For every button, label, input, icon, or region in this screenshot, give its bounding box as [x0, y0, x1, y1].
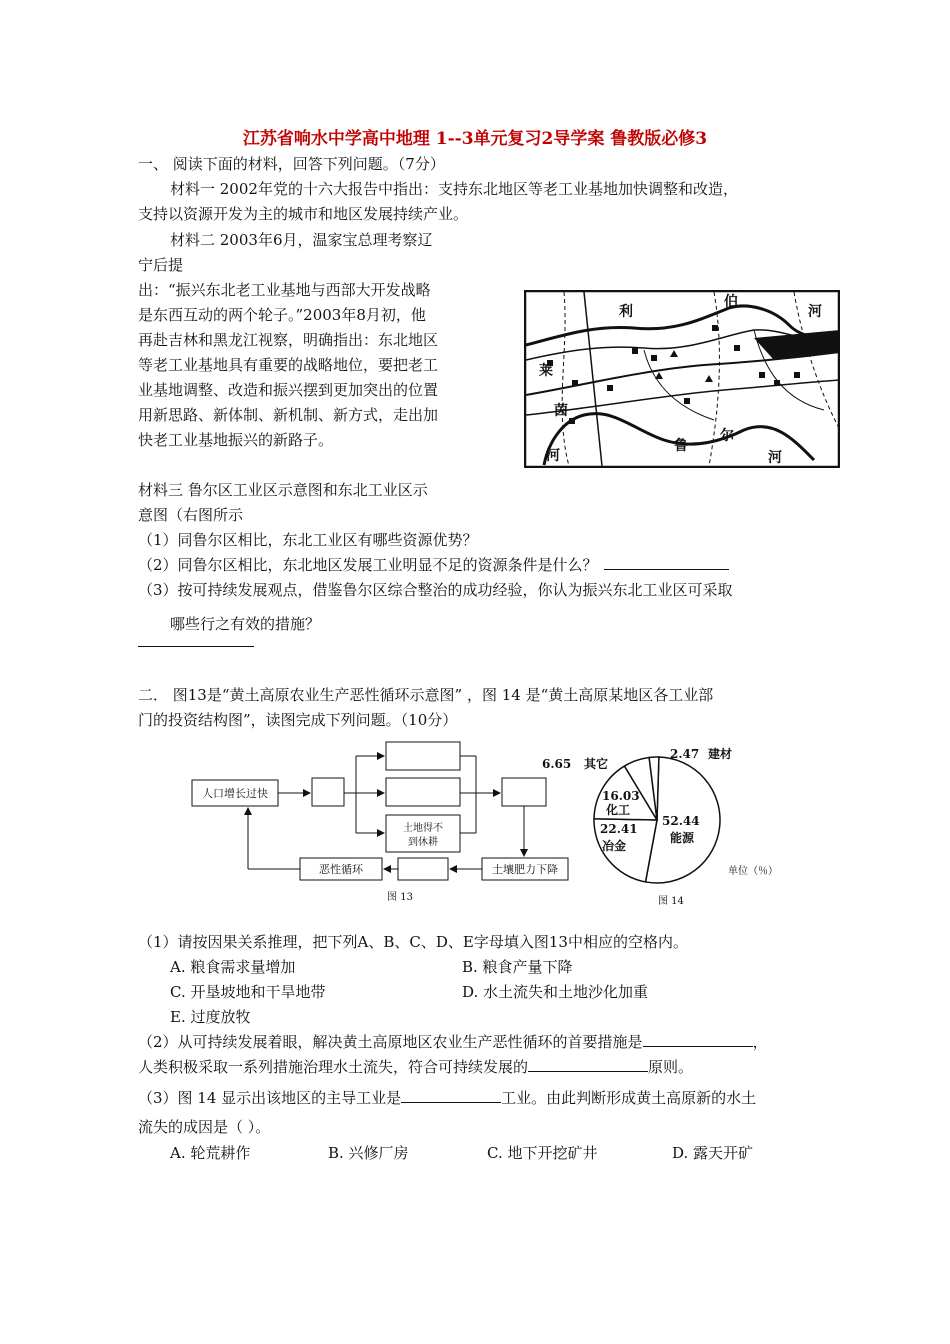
flow-start-label: 人口增长过快: [202, 787, 268, 800]
map-label-he-left: 河: [546, 448, 560, 464]
material2-line6: 等老工业基地具有重要的战略地位，要把老工: [138, 356, 439, 374]
choice-b: B. 兴修厂房: [328, 1144, 409, 1162]
q2-principle-blank[interactable]: [528, 1057, 648, 1072]
pie-label-energy: 能源: [670, 831, 695, 845]
q1-sub2-text: （2）同鲁尔区相比，东北地区发展工业明显不足的资源条件是什么？: [138, 556, 598, 574]
map-label-bo: 伯: [724, 294, 738, 310]
q1-sub2-blank[interactable]: [604, 555, 729, 570]
blank-box-1[interactable]: [312, 778, 344, 806]
ruhr-map: [524, 290, 840, 468]
q1-sub1: （1）同鲁尔区相比，东北工业区有哪些资源优势？: [138, 531, 478, 549]
material3-line1: 材料三 鲁尔区工业区示意图和东北工业区示: [138, 481, 428, 499]
choice-a: A. 轮荒耕作: [170, 1144, 251, 1162]
blank-box-2[interactable]: [386, 742, 460, 770]
map-label-lu: 鲁: [674, 438, 688, 454]
option-b: B. 粮食产量下降: [462, 958, 573, 976]
map-label-er: 尔: [720, 428, 734, 444]
flow-land-label-a: 土地得不: [403, 823, 443, 834]
figure-14-caption: 图 14: [658, 896, 684, 907]
option-e: E. 过度放牧: [170, 1008, 251, 1026]
choice-d: D. 露天开矿: [672, 1144, 754, 1162]
q2-sub3-line1: [138, 1087, 756, 1108]
pie-label-metallurgy: 冶金: [602, 839, 627, 853]
page-title: 江苏省响水中学高中地理 1--3单元复习2导学案 鲁教版必修3: [242, 129, 708, 149]
pie-label-other: 其它: [584, 757, 609, 771]
q1-answer-blank[interactable]: [138, 630, 254, 647]
pie-value-chemical: 16.03: [602, 789, 640, 803]
q1-heading: 一、 阅读下面的材料，回答下列问题。（7分）: [138, 155, 445, 173]
pie-label-chemical: 化工: [606, 803, 631, 817]
pie-label-building: 建材: [708, 747, 733, 761]
map-label-lai: 莱: [539, 363, 553, 379]
map-label-he-right: 河: [768, 450, 782, 466]
q2-sub2-line1: （2）从可持续发展着眼，解决黄土高原地区农业生产恶性循环的首要措施是 ，: [138, 1033, 768, 1051]
q2-heading-line1: 二． 图13是“黄土高原农业生产恶性循环示意图” ，图 14 是“黄土高原某地区各工业部: [138, 686, 714, 704]
flow-fertility-label: 土壤肥力下降: [492, 863, 558, 876]
material2-line4: 是东西互动的两个轮子。”2003年8月初，他: [138, 306, 426, 324]
option-a: A. 粮食需求量增加: [170, 958, 296, 976]
material2-line9: 快老工业基地振兴的新路子。: [138, 431, 334, 449]
q2-sub1: （1）请按因果关系推理，把下列A、B、C、D、E字母填入图13中相应的空格内。: [138, 933, 688, 951]
material2-line1: 材料二 2003年6月，温家宝总理考察辽: [170, 231, 433, 249]
pie-value-metallurgy: 22.41: [600, 822, 638, 836]
material2-line3: 出：“振兴东北老工业基地与西部大开发战略: [138, 281, 431, 299]
figure-14-pie-chart: [520, 738, 810, 910]
material2-line2: 宁后提: [138, 256, 184, 274]
q2-sub2-blank[interactable]: [643, 1032, 753, 1047]
map-label-he-top: 河: [808, 304, 822, 320]
option-d: D. 水土流失和土地沙化加重: [462, 983, 649, 1001]
q2-heading-line2: 门的投资结构图”，读图完成下列问题。（10分）: [138, 711, 458, 729]
choice-c: C. 地下开挖矿井: [487, 1144, 598, 1162]
material2-line8: 用新思路、新体制、新机制、新方式，走出加: [138, 406, 439, 424]
material1-line2: 支持以资源开发为主的城市和地区发展持续产业。: [138, 205, 469, 223]
figure-13-caption: 图 13: [387, 892, 413, 903]
map-label-yin: 茵: [554, 403, 568, 419]
pie-value-energy: 52.44: [662, 814, 700, 828]
map-label-li: 利: [619, 304, 633, 320]
material2-line5: 再赴吉林和黑龙江视察，明确指出：东北地区: [138, 331, 439, 349]
q2-sub3-text: （3）图 14 显示出该地区的主导工业是: [138, 1089, 402, 1107]
blank-box-3[interactable]: [386, 778, 460, 806]
flow-vicious-label: 恶性循环: [319, 863, 363, 876]
pie-value-other: 6.65: [542, 757, 572, 771]
q2-sub3-line2: 流失的成因是（ ）。: [138, 1118, 271, 1136]
q2-sub3-text-b: 工业。由此判断形成黄土高原新的水土: [501, 1089, 757, 1107]
q2-sub2-line2-end: 原则。: [648, 1058, 694, 1076]
material2-line7: 业基地调整、改造和振兴摆到更加突出的位置: [138, 381, 439, 399]
q2-sub2-line2: [138, 1056, 693, 1077]
q1-sub3: （3）按可持续发展观点，借鉴鲁尔区综合整治的成功经验，你认为振兴东北工业区可采取: [138, 581, 733, 599]
pie-unit-label: 单位（％）: [728, 866, 778, 877]
q2-sub2-line2-text: 人类积极采取一系列措施治理水土流失，符合可持续发展的: [138, 1058, 529, 1076]
blank-box-5[interactable]: [398, 858, 448, 880]
q2-sub2-text: （2）从可持续发展着眼，解决黄土高原地区农业生产恶性循环的首要措施是: [138, 1033, 643, 1051]
q2-industry-blank[interactable]: [401, 1088, 501, 1103]
q1-sub3-cont: 哪些行之有效的措施？: [170, 615, 321, 633]
flow-land-label-b: 到休耕: [408, 837, 438, 848]
q1-sub2: [138, 554, 729, 575]
pie-value-building: 2.47: [670, 747, 700, 761]
option-c: C. 开垦坡地和干旱地带: [170, 983, 326, 1001]
material1-line1: 材料一 2002年党的十六大报告中指出：支持东北地区等老工业基地加快调整和改造，: [170, 180, 738, 198]
material3-line2: 意图（右图所示: [138, 506, 244, 524]
